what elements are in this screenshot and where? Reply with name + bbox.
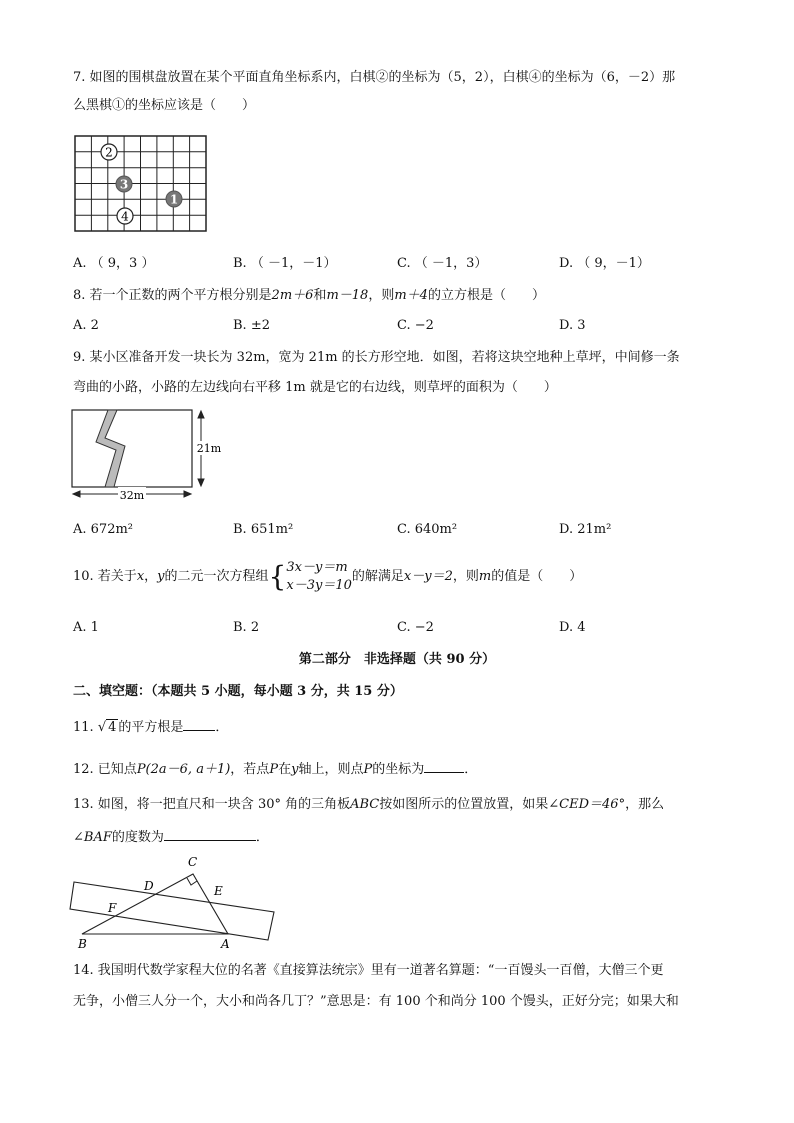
q12-mid2: 在 xyxy=(278,762,292,777)
q13-abc: ABC xyxy=(350,797,380,812)
q10-var-x: x xyxy=(136,569,145,584)
q7-option-c[interactable]: C. （ －1，3） xyxy=(397,256,488,271)
q10-option-d[interactable]: D. 4 xyxy=(559,620,586,635)
q11-suffix: 的平方根是 xyxy=(118,720,184,735)
ruler xyxy=(70,882,274,940)
q13-line1-mid: 按如图所示的位置放置，如果 xyxy=(379,797,549,812)
q9-option-a[interactable]: A. 672m² xyxy=(73,522,134,537)
label-b: B xyxy=(78,937,87,951)
q13-line1-suffix: ，那么 xyxy=(625,797,665,812)
q10-var-y: y xyxy=(157,569,165,584)
q10-var-m: m xyxy=(478,569,492,584)
part2-title: 第二部分 非选择题（共 90 分） xyxy=(298,652,496,667)
q8-options xyxy=(73,316,733,336)
q10-text3: ，则 xyxy=(452,569,479,584)
q11-end: ． xyxy=(215,720,229,735)
q7-option-b[interactable]: B. （ －1，－1） xyxy=(233,256,337,271)
q8-option-d[interactable]: D. 3 xyxy=(559,318,586,333)
q9-option-c[interactable]: C. 640m² xyxy=(397,522,458,537)
q11-prefix: 11. xyxy=(73,720,98,735)
q8-mid2: ，则 xyxy=(368,288,395,303)
q8-expr3: m＋4 xyxy=(394,288,428,303)
svg-text:3: 3 xyxy=(119,177,129,192)
q12-p2: P xyxy=(363,762,373,777)
q9-stem-line2: 弯曲的小路，小路的左边线向右平移 1m 就是它的右边线，则草坪的面积为（ ） xyxy=(73,380,557,395)
q10-option-b[interactable]: B. 2 xyxy=(233,620,260,635)
q9-stem-line1: 9. 某小区准备开发一块长为 32m，宽为 21m 的长方形空地．如图，若将这块空地种上草坪，中间修一条 xyxy=(73,350,680,365)
q9-options xyxy=(73,520,733,540)
q12-end: ． xyxy=(464,762,478,777)
q8-stem xyxy=(73,286,545,306)
q10-comma: ， xyxy=(144,569,158,584)
q7-stem-line1: 7. 如图的围棋盘放置在某个平面直角坐标系内，白棋②的坐标为（5，2），白棋④的坐标为（6，－2）那 xyxy=(73,70,676,85)
svg-text:4: 4 xyxy=(121,209,129,224)
white-stone-4 xyxy=(117,208,133,224)
q8-option-b[interactable]: B. ±2 xyxy=(233,318,270,333)
height-label: 21m xyxy=(196,442,222,455)
black-stone-3 xyxy=(116,176,132,192)
q7-option-a[interactable]: A. （ 9，3 ） xyxy=(73,256,155,271)
white-stone-2 xyxy=(101,144,117,160)
label-c: C xyxy=(188,855,198,869)
label-a: A xyxy=(221,937,230,951)
q14-stem-line1: 14. 我国明代数学家程大位的名著《直接算法统宗》里有一道著名算题：“一百馒头一百僧，大僧三个更 xyxy=(73,963,664,978)
label-f: F xyxy=(108,901,117,915)
q11-sqrt: √ 4 xyxy=(97,720,117,735)
q8-expr1: 2m＋6 xyxy=(271,288,314,303)
q13-stem-line1 xyxy=(73,795,664,815)
q10-eq2: x－3y＝10 xyxy=(286,578,352,593)
q7-options xyxy=(73,254,733,274)
q12-suffix: 的坐标为 xyxy=(372,762,425,777)
q13-angle-ced: ∠CED＝46° xyxy=(548,797,626,812)
q10-option-c[interactable]: C. −2 xyxy=(397,620,434,635)
q9-option-d[interactable]: D. 21m² xyxy=(559,522,612,537)
lawn-path-figure xyxy=(70,408,230,504)
go-board-grid xyxy=(75,136,206,231)
lawn-rectangle xyxy=(72,410,192,487)
q9-option-b[interactable]: B. 651m² xyxy=(233,522,294,537)
section2-title: 二、填空题：（本题共 5 小题，每小题 3 分，共 15 分） xyxy=(73,684,403,699)
q10-equation-system xyxy=(286,559,352,595)
q8-suffix: 的立方根是（ ） xyxy=(427,288,545,303)
svg-text:1: 1 xyxy=(169,192,179,207)
q8-option-a[interactable]: A. 2 xyxy=(73,318,99,333)
q12-point: P(2a－6, a＋1) xyxy=(136,762,231,777)
label-d: D xyxy=(144,879,154,893)
q12-mid: ，若点 xyxy=(230,762,270,777)
q10-cond: x－y＝2 xyxy=(403,569,453,584)
q8-mid: 和 xyxy=(313,288,327,303)
q13-angle-baf: ∠BAF xyxy=(73,830,112,845)
q12-answer-blank[interactable] xyxy=(424,758,464,773)
q10-text2: 的解满足 xyxy=(351,569,404,584)
width-label: 32m xyxy=(119,489,145,502)
go-board-figure xyxy=(74,135,208,233)
q14-stem-line2: 无争，小僧三人分一个，大小和尚各几丁？”意思是：有 100 个和尚分 100 个馒头，正好分完；如果大和 xyxy=(73,994,679,1009)
q12-y: y xyxy=(291,762,299,777)
svg-text:2: 2 xyxy=(105,145,113,160)
q8-prefix: 8. 若一个正数的两个平方根分别是 xyxy=(73,288,272,303)
q10-prefix: 10. 若关于 xyxy=(73,569,137,584)
q13-line2-suffix: 的度数为 xyxy=(111,830,164,845)
q8-option-c[interactable]: C. −2 xyxy=(397,318,434,333)
q13-line1-prefix: 13. 如图，将一把直尺和一块含 30° 角的三角板 xyxy=(73,797,351,812)
q7-option-d[interactable]: D. （ 9，－1） xyxy=(559,256,650,271)
label-e: E xyxy=(214,884,223,898)
q10-brace: { xyxy=(268,560,287,593)
q12-p1: P xyxy=(269,762,279,777)
q10-stem xyxy=(73,558,582,596)
q13-end: ． xyxy=(255,830,269,845)
q10-option-a[interactable]: A. 1 xyxy=(73,620,99,635)
q7-stem-line2: 么黑棋①的坐标应该是（ ） xyxy=(73,98,256,113)
q10-text1: 的二元一次方程组 xyxy=(164,569,269,584)
q10-text4: 的值是（ ） xyxy=(491,569,583,584)
q13-stem-line2 xyxy=(73,826,269,848)
q11-radicand: 4 xyxy=(108,720,117,735)
q8-expr2: m－18 xyxy=(326,288,369,303)
q10-eq1: 3x－y＝m xyxy=(286,560,348,575)
q11-answer-blank[interactable] xyxy=(183,716,215,731)
q12-prefix: 12. 已知点 xyxy=(73,762,137,777)
q13-answer-blank[interactable] xyxy=(164,826,256,841)
black-stone-1 xyxy=(166,191,182,207)
q11-stem xyxy=(73,716,228,738)
q10-options xyxy=(73,618,733,638)
q12-mid3: 轴上，则点 xyxy=(298,762,364,777)
ruler-triangle-figure xyxy=(66,852,286,952)
q12-stem xyxy=(73,758,477,780)
